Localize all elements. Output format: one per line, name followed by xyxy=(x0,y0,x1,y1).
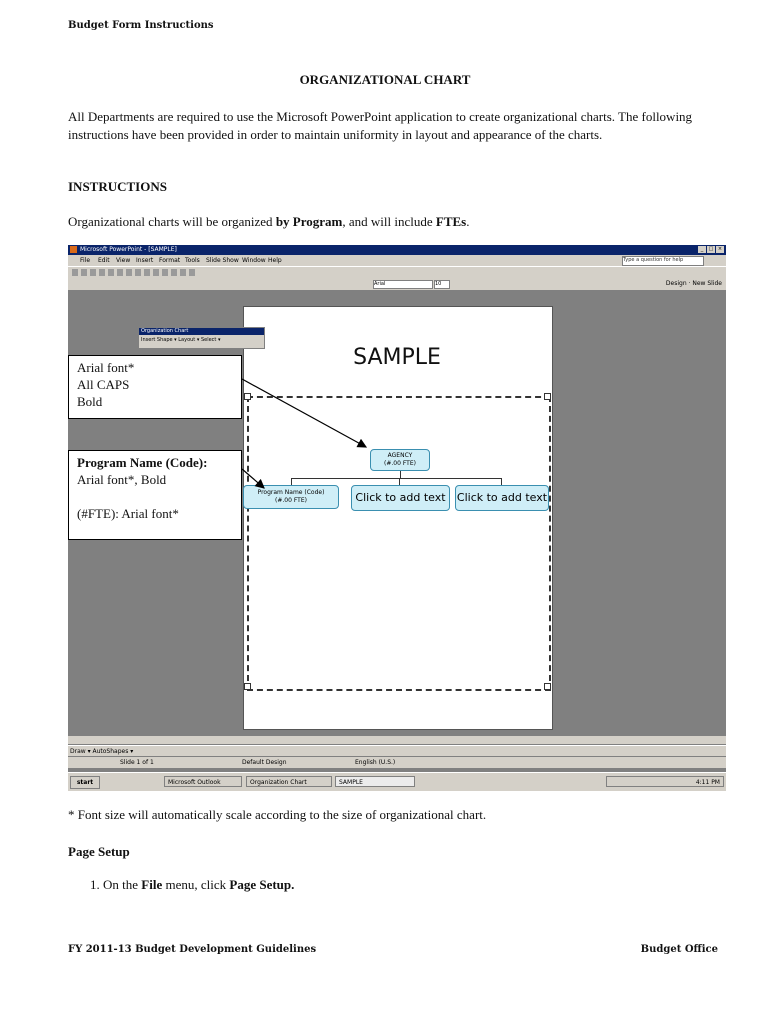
system-tray: 4:11 PM xyxy=(606,776,724,787)
agency-label: AGENCY xyxy=(387,452,413,459)
page-header: Budget Form Instructions xyxy=(68,20,214,31)
status-slide: Slide 1 of 1 xyxy=(120,759,154,766)
instr-bold-ftes: FTEs xyxy=(435,214,467,229)
menu-format[interactable]: Format xyxy=(159,257,181,264)
page-title: ORGANIZATIONAL CHART xyxy=(299,72,471,87)
menu-file[interactable]: File xyxy=(80,257,91,264)
click-to-add-box-1[interactable]: Click to add text xyxy=(351,485,450,511)
click-to-add-box-2[interactable]: Click to add text xyxy=(455,485,549,511)
design-label: Design xyxy=(665,280,687,287)
font-size-select[interactable]: 10 xyxy=(434,280,450,289)
windows-taskbar xyxy=(68,772,726,791)
minimize-icon[interactable]: _ xyxy=(698,246,706,253)
close-icon[interactable]: × xyxy=(717,246,723,252)
window-title: Microsoft PowerPoint - [SAMPLE] xyxy=(80,246,177,253)
program-label: Program Name (Code) xyxy=(257,489,325,496)
callout-line: All CAPS xyxy=(77,377,130,392)
callout-line: Bold xyxy=(77,394,103,409)
agency-fte: (#.00 FTE) xyxy=(384,460,416,467)
arrow-to-program xyxy=(242,469,264,488)
page-setup-heading: Page Setup xyxy=(68,844,130,859)
arrow-to-agency xyxy=(242,379,366,447)
step-text-1: On the xyxy=(103,877,142,892)
callout-line: (#FTE): Arial font* xyxy=(77,506,179,521)
org-chart-toolbar-items[interactable]: Insert Shape ▾ Layout ▾ Select ▾ xyxy=(141,337,221,343)
maximize-icon[interactable]: □ xyxy=(708,246,714,252)
program-fte: (#.00 FTE) xyxy=(275,497,307,504)
font-name-select[interactable]: Arial xyxy=(373,280,433,289)
menu-window[interactable]: Window xyxy=(242,257,266,264)
intro-paragraph: All Departments are required to use the Microsoft PowerPoint application to create organizational charts. The following instructions have been provided in order to maintain uniformity in layout and appearance of the charts. xyxy=(68,109,693,142)
start-button[interactable]: start xyxy=(70,776,100,789)
draw-menu[interactable]: Draw ▾ AutoShapes ▾ xyxy=(70,748,134,755)
step-1 xyxy=(90,877,294,893)
arrow-layer xyxy=(68,245,726,791)
step-number: 1. xyxy=(90,877,100,892)
font-size-note: * Font size will automatically scale according to the size of organizational chart. xyxy=(68,807,487,822)
design-button[interactable]: Design · New Slide xyxy=(665,280,722,287)
taskbar-tab-2[interactable]: Organization Chart xyxy=(246,776,332,787)
menu-help[interactable]: Help xyxy=(268,257,282,264)
step-text-2: menu, click xyxy=(162,877,230,892)
menu-edit[interactable]: Edit xyxy=(98,257,110,264)
status-language: English (U.S.) xyxy=(355,759,396,766)
help-search-input[interactable]: Type a question for help xyxy=(622,256,704,266)
powerpoint-screenshot xyxy=(68,245,726,791)
slide-title[interactable]: SAMPLE xyxy=(353,345,441,370)
callout-line: Program Name (Code): xyxy=(77,455,208,470)
menu-view[interactable]: View xyxy=(116,257,131,264)
instr-text-3: . xyxy=(466,214,470,229)
view-scrollbar[interactable] xyxy=(68,736,726,744)
new-slide-label: New Slide xyxy=(692,280,722,287)
status-design: Default Design xyxy=(242,759,287,766)
menu-tools[interactable]: Tools xyxy=(185,257,200,264)
status-bar xyxy=(68,756,726,768)
instr-text-1: Organizational charts will be organized xyxy=(68,214,276,229)
step-bold-pagesetup: Page Setup. xyxy=(229,877,295,892)
taskbar-tab-sample[interactable]: SAMPLE xyxy=(335,776,415,787)
callout-line: Arial font*, Bold xyxy=(77,472,167,487)
instr-text-2: , and will include xyxy=(342,214,436,229)
footer-right: Budget Office xyxy=(640,944,718,955)
step-bold-file: File xyxy=(141,877,163,892)
taskbar-tab-1[interactable]: Microsoft Outlook xyxy=(164,776,242,787)
menu-slideshow[interactable]: Slide Show xyxy=(206,257,239,264)
instructions-heading: INSTRUCTIONS xyxy=(68,179,167,194)
instructions-paragraph xyxy=(68,213,718,231)
org-chart-toolbar-title: Organization Chart xyxy=(139,328,264,335)
menu-insert[interactable]: Insert xyxy=(136,257,154,264)
callout-line: Arial font* xyxy=(77,360,135,375)
instr-bold-program: by Program xyxy=(275,214,343,229)
footer-left: FY 2011-13 Budget Development Guidelines xyxy=(68,944,317,955)
